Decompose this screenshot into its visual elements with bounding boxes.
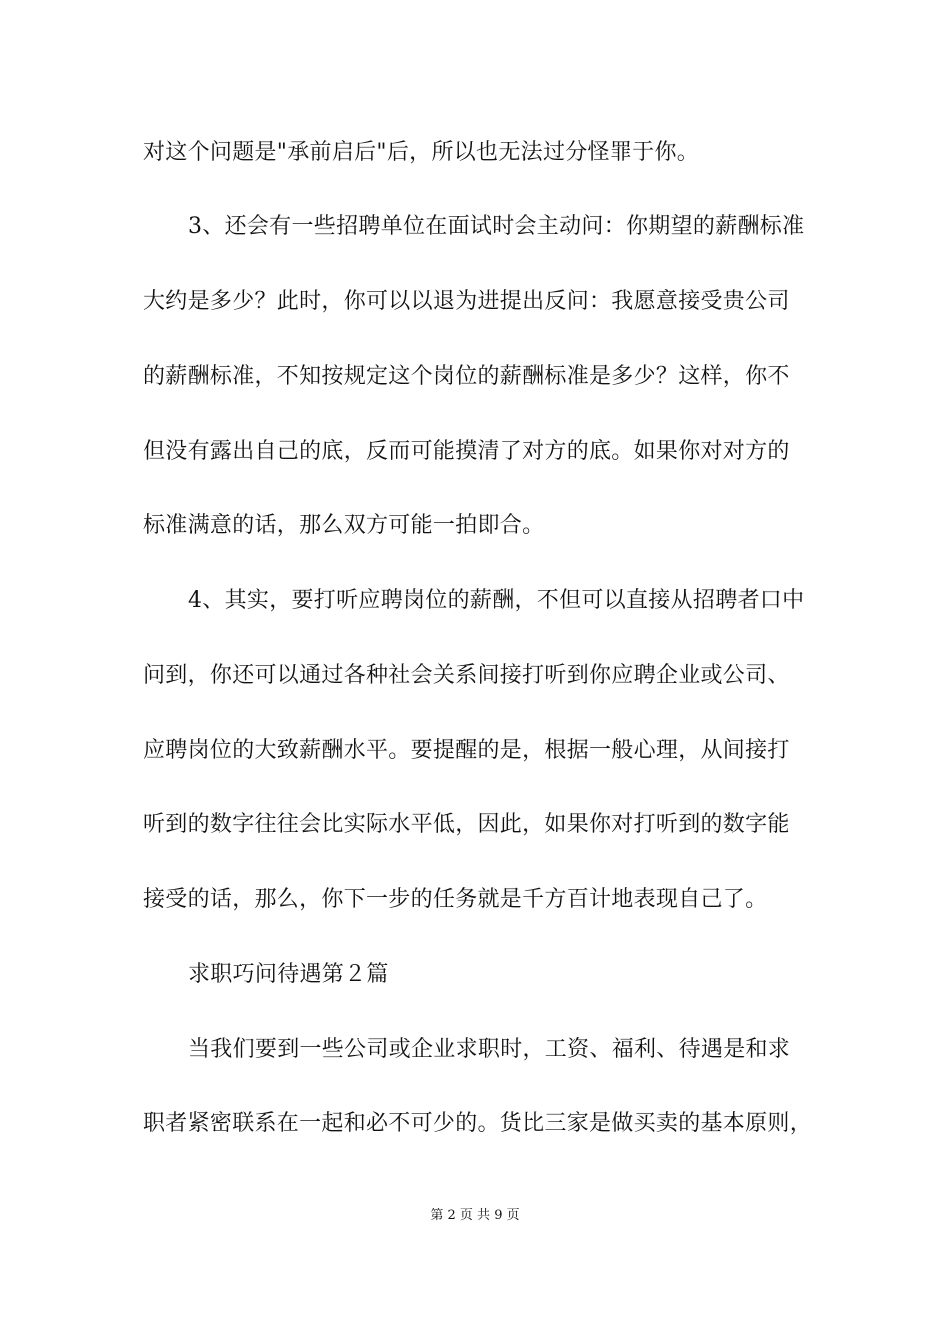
text-line-3: 大约是多少？此时，你可以以退为进提出反问：我愿意接受贵公司 [143,289,790,314]
section-heading: 求职巧问待遇第２篇 [188,962,389,987]
text-line-10: 听到的数字往往会比实际水平低，因此，如果你对打听到的数字能 [143,812,790,837]
text-line-1: 对这个问题是"承前启后"后，所以也无法过分怪罪于你。 [143,140,700,165]
page-footer [0,1207,950,1225]
text-line-11: 接受的话，那么，你下一步的任务就是千方百计地表现自己了。 [143,887,768,912]
text-line-5: 但没有露出自己的底，反而可能摸清了对方的底。如果你对对方的 [143,439,790,464]
text-line-13: 当我们要到一些公司或企业求职时，工资、福利、待遇是和求 [188,1037,791,1062]
text-line-8: 问到，你还可以通过各种社会关系间接打听到你应聘企业或公司、 [143,663,790,688]
text-line-7: 4、其实，要打听应聘岗位的薪酬，不但可以直接从招聘者口中 [188,588,805,613]
text-line-6: 标准满意的话，那么双方可能一拍即合。 [143,513,545,538]
text-line-14: 职者紧密联系在一起和必不可少的。货比三家是做买卖的基本原则， [143,1111,813,1136]
text-line-4: 的薪酬标准，不知按规定这个岗位的薪酬标准是多少？这样，你不 [143,364,790,389]
page-number-label: 第 2 页 共 9 页 [430,1208,520,1223]
text-line-2: 3、还会有一些招聘单位在面试时会主动问：你期望的薪酬标准 [188,214,805,239]
text-line-9: 应聘岗位的大致薪酬水平。要提醒的是，根据一般心理，从间接打 [143,738,790,763]
